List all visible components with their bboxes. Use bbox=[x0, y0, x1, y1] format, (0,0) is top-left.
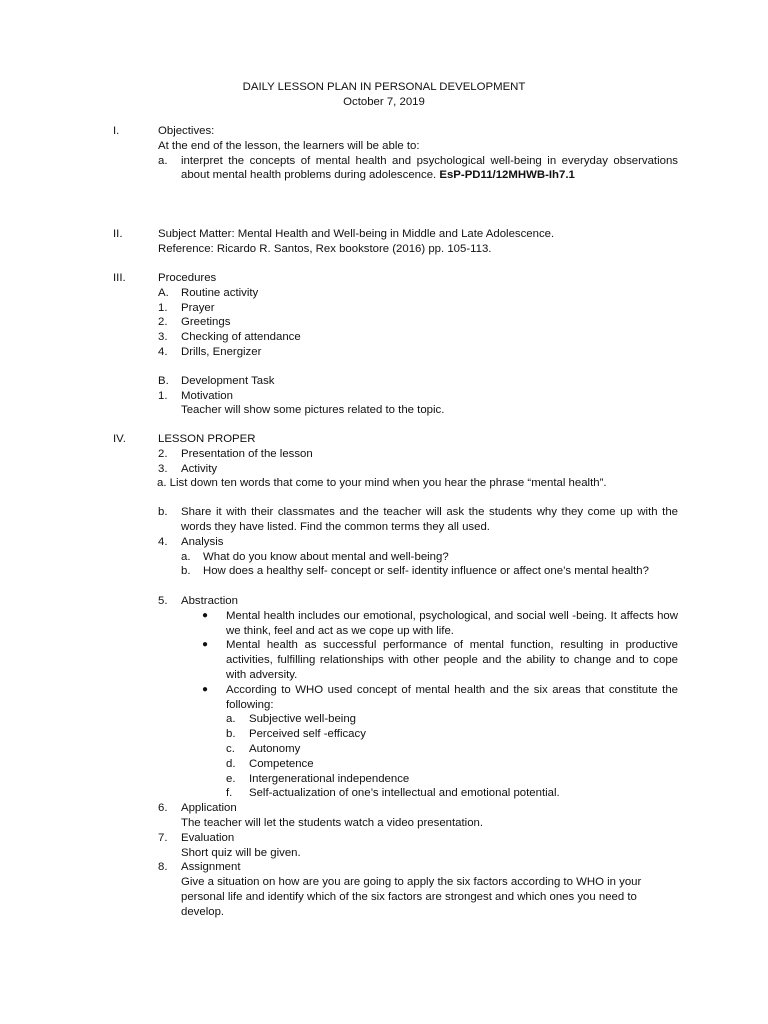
abstraction-bullet bbox=[158, 683, 678, 713]
who-area-item bbox=[158, 727, 678, 742]
competency-code: EsP-PD11/12MHWB-Ih7.1 bbox=[439, 169, 575, 182]
application-desc-row bbox=[158, 816, 678, 831]
evaluation-item bbox=[158, 831, 678, 846]
who-area-item bbox=[158, 757, 678, 772]
analysis-question bbox=[158, 564, 678, 594]
assignment-text: Assignment bbox=[181, 861, 241, 874]
analysis-question bbox=[158, 550, 678, 565]
procedure-b bbox=[158, 374, 678, 389]
bullet-text: According to WHO used concept of mental health and the six areas that constitute the following: bbox=[226, 683, 678, 711]
activity-item bbox=[158, 462, 678, 477]
application-item bbox=[158, 801, 678, 816]
abstraction-bullet bbox=[158, 609, 678, 639]
procedure-a bbox=[158, 286, 678, 301]
abstraction-bullet bbox=[158, 638, 678, 682]
analysis-number: 4. bbox=[158, 535, 168, 548]
section-number: II. bbox=[113, 228, 123, 240]
who-area-item bbox=[158, 712, 678, 727]
who-area-text: Perceived self -efficacy bbox=[249, 728, 366, 741]
objective-item bbox=[158, 154, 678, 182]
routine-item bbox=[158, 345, 678, 360]
routine-item bbox=[158, 330, 678, 345]
presentation-number: 2. bbox=[158, 447, 168, 460]
section-number: I. bbox=[113, 125, 120, 137]
routine-item bbox=[158, 315, 678, 330]
evaluation-description: Short quiz will be given. bbox=[181, 846, 301, 859]
objective-label: a. bbox=[158, 154, 168, 167]
who-area-item bbox=[158, 786, 678, 801]
motivation-text: Motivation bbox=[181, 389, 233, 402]
assignment-item bbox=[158, 860, 678, 875]
section-number: III. bbox=[113, 272, 126, 284]
objectives-intro: At the end of the lesson, the learners will be able to: bbox=[158, 139, 420, 152]
document-date: October 7, 2019 bbox=[343, 96, 425, 108]
procedure-a-label: A. bbox=[158, 286, 169, 299]
activity-b-label: b. bbox=[158, 506, 168, 519]
routine-text: Prayer bbox=[181, 301, 215, 314]
procedure-b-text: Development Task bbox=[181, 374, 275, 387]
question-label: b. bbox=[181, 565, 191, 578]
abstraction-item bbox=[158, 594, 678, 609]
routine-number: 2. bbox=[158, 316, 168, 329]
procedure-a-text: Routine activity bbox=[181, 286, 259, 299]
who-area-item bbox=[158, 742, 678, 757]
motivation-number: 1. bbox=[158, 389, 168, 402]
activity-a-text: a. List down ten words that come to your mind when you hear the phrase “mental health”. bbox=[157, 477, 607, 490]
procedure-b-label: B. bbox=[158, 374, 169, 387]
motivation-desc-row bbox=[158, 403, 678, 418]
who-area-item bbox=[158, 772, 678, 787]
routine-item bbox=[158, 301, 678, 316]
who-area-text: Self-actualization of one’s intellectual and emotional potential. bbox=[249, 787, 560, 800]
routine-number: 4. bbox=[158, 345, 168, 358]
document-title: DAILY LESSON PLAN IN PERSONAL DEVELOPMENT bbox=[242, 81, 526, 93]
activity-a bbox=[158, 476, 678, 491]
application-number: 6. bbox=[158, 802, 168, 815]
who-area-label: e. bbox=[226, 772, 236, 785]
routine-number: 3. bbox=[158, 331, 168, 344]
activity-number: 3. bbox=[158, 462, 168, 475]
question-text: How does a healthy self- concept or self- identity influence or affect one’s mental health? bbox=[203, 565, 649, 578]
document-header bbox=[0, 80, 768, 110]
evaluation-number: 7. bbox=[158, 831, 168, 844]
routine-text: Greetings bbox=[181, 316, 231, 329]
assignment-desc-row bbox=[158, 875, 678, 919]
objective-text: interpret the concepts of mental health and psychological well-being in everyday observations about mental health problems during adolescence. bbox=[181, 154, 678, 182]
bullet-icon: ● bbox=[202, 609, 209, 621]
section-heading: Objectives: bbox=[158, 125, 215, 137]
section-heading: LESSON PROPER bbox=[158, 433, 256, 445]
presentation-item bbox=[158, 447, 678, 462]
who-area-text: Autonomy bbox=[249, 742, 301, 755]
analysis-item bbox=[158, 535, 678, 550]
who-area-label: d. bbox=[226, 757, 236, 770]
routine-text: Drills, Energizer bbox=[181, 345, 262, 358]
who-area-label: b. bbox=[226, 728, 236, 741]
question-text: What do you know about mental and well-being? bbox=[203, 550, 449, 563]
presentation-text: Presentation of the lesson bbox=[181, 447, 313, 460]
application-description: The teacher will let the students watch a video presentation. bbox=[181, 816, 484, 829]
bullet-icon: ● bbox=[202, 683, 209, 695]
who-area-text: Subjective well-being bbox=[249, 713, 357, 726]
section-number: IV. bbox=[113, 433, 126, 445]
bullet-icon: ● bbox=[202, 639, 209, 651]
reference-text: Reference: Ricardo R. Santos, Rex bookstore (2016) pp. 105-113. bbox=[158, 242, 492, 255]
abstraction-number: 5. bbox=[158, 594, 168, 607]
routine-number: 1. bbox=[158, 301, 168, 314]
who-area-text: Intergenerational independence bbox=[249, 772, 410, 785]
who-area-text: Competence bbox=[249, 757, 314, 770]
assignment-description: Give a situation on how are you are going to apply the six factors according to WHO in your personal life and identify which of the six factors are strongest and which ones you need to develop. bbox=[181, 876, 642, 918]
section-heading: Procedures bbox=[158, 272, 217, 284]
bullet-text: Mental health includes our emotional, psychological, and social well -being. It affects how we think, feel and act as we cope up with life. bbox=[226, 609, 678, 637]
motivation-description: Teacher will show some pictures related to the topic. bbox=[181, 404, 445, 417]
who-area-label: a. bbox=[226, 713, 236, 726]
who-area-label: c. bbox=[226, 742, 235, 755]
abstraction-text: Abstraction bbox=[181, 594, 238, 607]
activity-b-text: Share it with their classmates and the teacher will ask the students why they come up with the words they have listed. Find the common terms they all used. bbox=[181, 506, 678, 533]
evaluation-desc-row bbox=[158, 846, 678, 861]
activity-b bbox=[158, 505, 678, 535]
analysis-text: Analysis bbox=[181, 535, 224, 548]
routine-text: Checking of attendance bbox=[181, 331, 301, 344]
question-label: a. bbox=[181, 550, 191, 563]
evaluation-text: Evaluation bbox=[181, 831, 235, 844]
assignment-number: 8. bbox=[158, 861, 168, 874]
application-text: Application bbox=[181, 802, 237, 815]
who-area-label: f. bbox=[226, 787, 233, 800]
activity-text: Activity bbox=[181, 462, 218, 475]
bullet-text: Mental health as successful performance of mental function, resulting in productive activities, fulfilling relationships with other people and the ability to change and to cope with adversity. bbox=[226, 639, 678, 681]
subject-matter-text: Subject Matter: Mental Health and Well-being in Middle and Late Adolescence. bbox=[158, 228, 555, 240]
motivation-item bbox=[158, 389, 678, 404]
